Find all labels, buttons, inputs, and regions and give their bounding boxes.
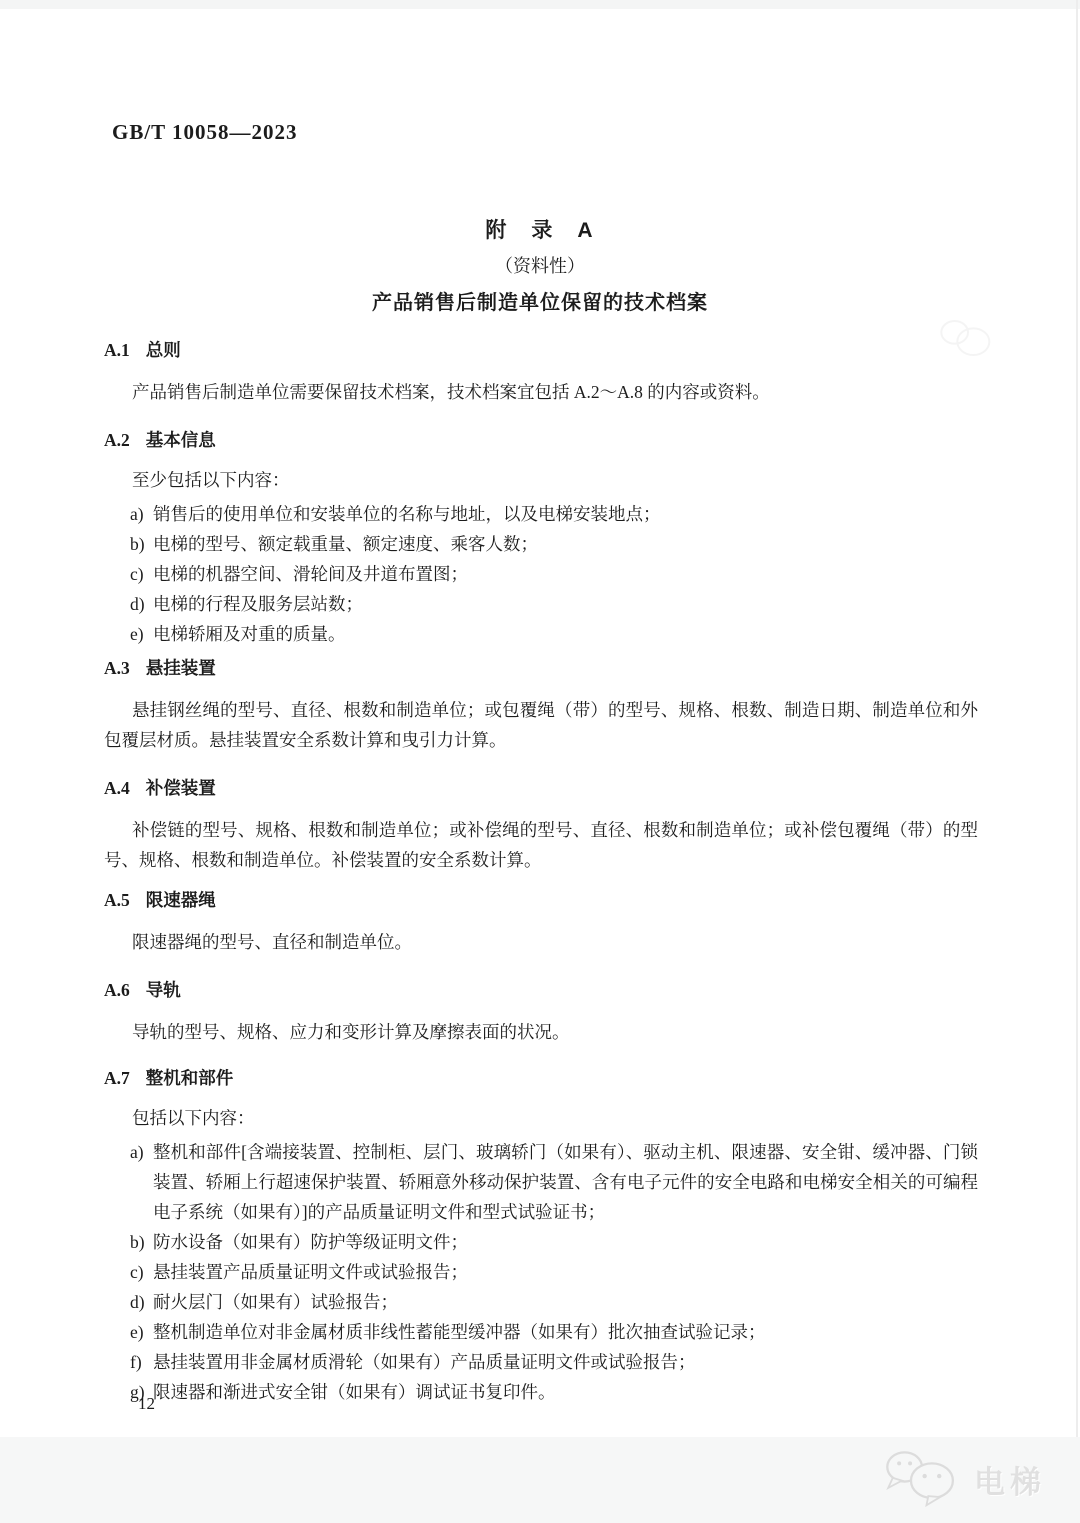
- section-a2-intro: 至少包括以下内容：: [132, 470, 290, 490]
- list-item-text: 悬挂装置产品质量证明文件或试验报告；: [153, 1262, 468, 1282]
- section-a4-title: 补偿装置: [145, 778, 216, 798]
- list-item: [104, 1137, 978, 1227]
- list-item-label: d): [130, 1292, 145, 1312]
- section-a5: [104, 888, 978, 957]
- section-a5-title: 限速器绳: [145, 890, 216, 910]
- section-a7-list: [104, 1137, 978, 1407]
- section-a4-number: A.4: [104, 778, 130, 798]
- list-item-text: 电梯的机器空间、滑轮间及井道布置图；: [153, 564, 468, 584]
- list-item-label: e): [130, 1322, 144, 1342]
- section-a7-title: 整机和部件: [145, 1068, 234, 1088]
- wechat-chat-bubbles-icon: [880, 1447, 962, 1512]
- list-item-label: f): [130, 1352, 142, 1372]
- list-item: [104, 589, 978, 619]
- list-item-label: g): [130, 1382, 145, 1402]
- appendix-title: 附 录 A: [485, 219, 595, 242]
- section-a7-number: A.7: [104, 1068, 130, 1088]
- list-item: [104, 1347, 978, 1377]
- list-item: [104, 1257, 978, 1287]
- list-item-label: a): [130, 1142, 144, 1162]
- list-item: [104, 499, 978, 529]
- section-a3: [104, 656, 978, 755]
- section-a3-title: 悬挂装置: [145, 658, 216, 678]
- list-item-label: a): [130, 504, 144, 524]
- appendix-subtitle-informative: （资料性）: [495, 256, 585, 276]
- section-a2-title: 基本信息: [145, 430, 216, 450]
- list-item-label: c): [130, 564, 144, 584]
- list-item-label: d): [130, 594, 145, 614]
- standard-number-header: GB/T 10058—2023: [112, 120, 298, 144]
- page-top-edge: [0, 0, 1080, 9]
- section-a4-paragraph: 补偿链的型号、规格、根数和制造单位；或补偿绳的型号、直径、根数和制造单位；或补偿包覆绳（带）的型号、规格、根数和制造单位。补偿装置的安全系数计算。: [104, 820, 978, 870]
- section-a6-paragraph: 导轨的型号、规格、应力和变形计算及摩擦表面的状况。: [132, 1022, 570, 1042]
- list-item-label: e): [130, 624, 144, 644]
- list-item-label: c): [130, 1262, 144, 1282]
- section-a4-heading: [104, 776, 978, 800]
- section-a1: [104, 338, 978, 407]
- section-a5-number: A.5: [104, 890, 130, 910]
- section-a6-title: 导轨: [145, 980, 181, 1000]
- section-a5-paragraph: 限速器绳的型号、直径和制造单位。: [132, 932, 412, 952]
- list-item: [104, 559, 978, 589]
- section-a6: [104, 978, 978, 1047]
- section-a7-intro: 包括以下内容：: [132, 1108, 255, 1128]
- section-a3-number: A.3: [104, 658, 130, 678]
- list-item-text: 防水设备（如果有）防护等级证明文件；: [153, 1232, 468, 1252]
- section-a1-number: A.1: [104, 340, 130, 360]
- list-item-label: b): [130, 534, 145, 554]
- list-item-text: 电梯的行程及服务层站数；: [153, 594, 363, 614]
- list-item-text: 销售后的使用单位和安装单位的名称与地址，以及电梯安装地点；: [153, 504, 661, 524]
- section-a1-title: 总则: [145, 340, 181, 360]
- list-item: [104, 1317, 978, 1347]
- section-a2-heading: [104, 428, 978, 452]
- list-item-text: 悬挂装置用非金属材质滑轮（如果有）产品质量证明文件或试验报告；: [153, 1352, 696, 1372]
- section-a3-heading: [104, 656, 978, 680]
- list-item-text: 整机制造单位对非金属材质非线性蓄能型缓冲器（如果有）批次抽查试验记录；: [153, 1322, 766, 1342]
- list-item: [104, 1377, 978, 1407]
- section-a2-list: [104, 499, 978, 649]
- section-a6-number: A.6: [104, 980, 130, 1000]
- section-a2-number: A.2: [104, 430, 130, 450]
- section-a1-paragraph: 产品销售后制造单位需要保留技术档案，技术档案宜包括 A.2～A.8 的内容或资料。: [132, 382, 770, 402]
- section-a6-heading: [104, 978, 978, 1002]
- wechat-watermark: [880, 1447, 1046, 1512]
- list-item-text: 耐火层门（如果有）试验报告；: [153, 1292, 398, 1312]
- appendix-heading: 产品销售后制造单位保留的技术档案: [372, 292, 708, 314]
- footer-strip: [0, 1437, 1080, 1523]
- section-a7: [104, 1066, 978, 1407]
- list-item-text: 整机和部件[含端接装置、控制柜、层门、玻璃轿门（如果有）、驱动主机、限速器、安全钳、缓冲器、门锁装置、轿厢上行超速保护装置、轿厢意外移动保护装置、含有电子元件的安全电路和电梯安全相关的可编程电子系统（如果有）]的产品质量证明文件和型式试验证书；: [153, 1142, 978, 1222]
- page-number: 12: [138, 1394, 155, 1413]
- section-a3-paragraph: 悬挂钢丝绳的型号、直径、根数和制造单位；或包覆绳（带）的型号、规格、根数、制造日期、制造单位和外包覆层材质。悬挂装置安全系数计算和曳引力计算。: [104, 700, 978, 750]
- list-item-text: 电梯轿厢及对重的质量。: [153, 624, 346, 644]
- list-item: [104, 1287, 978, 1317]
- watermark-text: 电梯: [974, 1465, 1046, 1500]
- list-item-text: 限速器和渐进式安全钳（如果有）调试证书复印件。: [153, 1382, 556, 1402]
- list-item: [104, 619, 978, 649]
- section-a2: [104, 428, 978, 649]
- appendix-title-block: [0, 214, 1080, 315]
- list-item: [104, 529, 978, 559]
- section-a7-heading: [104, 1066, 978, 1090]
- list-item-text: 电梯的型号、额定载重量、额定速度、乘客人数；: [153, 534, 538, 554]
- section-a4: [104, 776, 978, 875]
- list-item-label: b): [130, 1232, 145, 1252]
- list-item: [104, 1227, 978, 1257]
- section-a1-heading: [104, 338, 978, 362]
- section-a5-heading: [104, 888, 978, 912]
